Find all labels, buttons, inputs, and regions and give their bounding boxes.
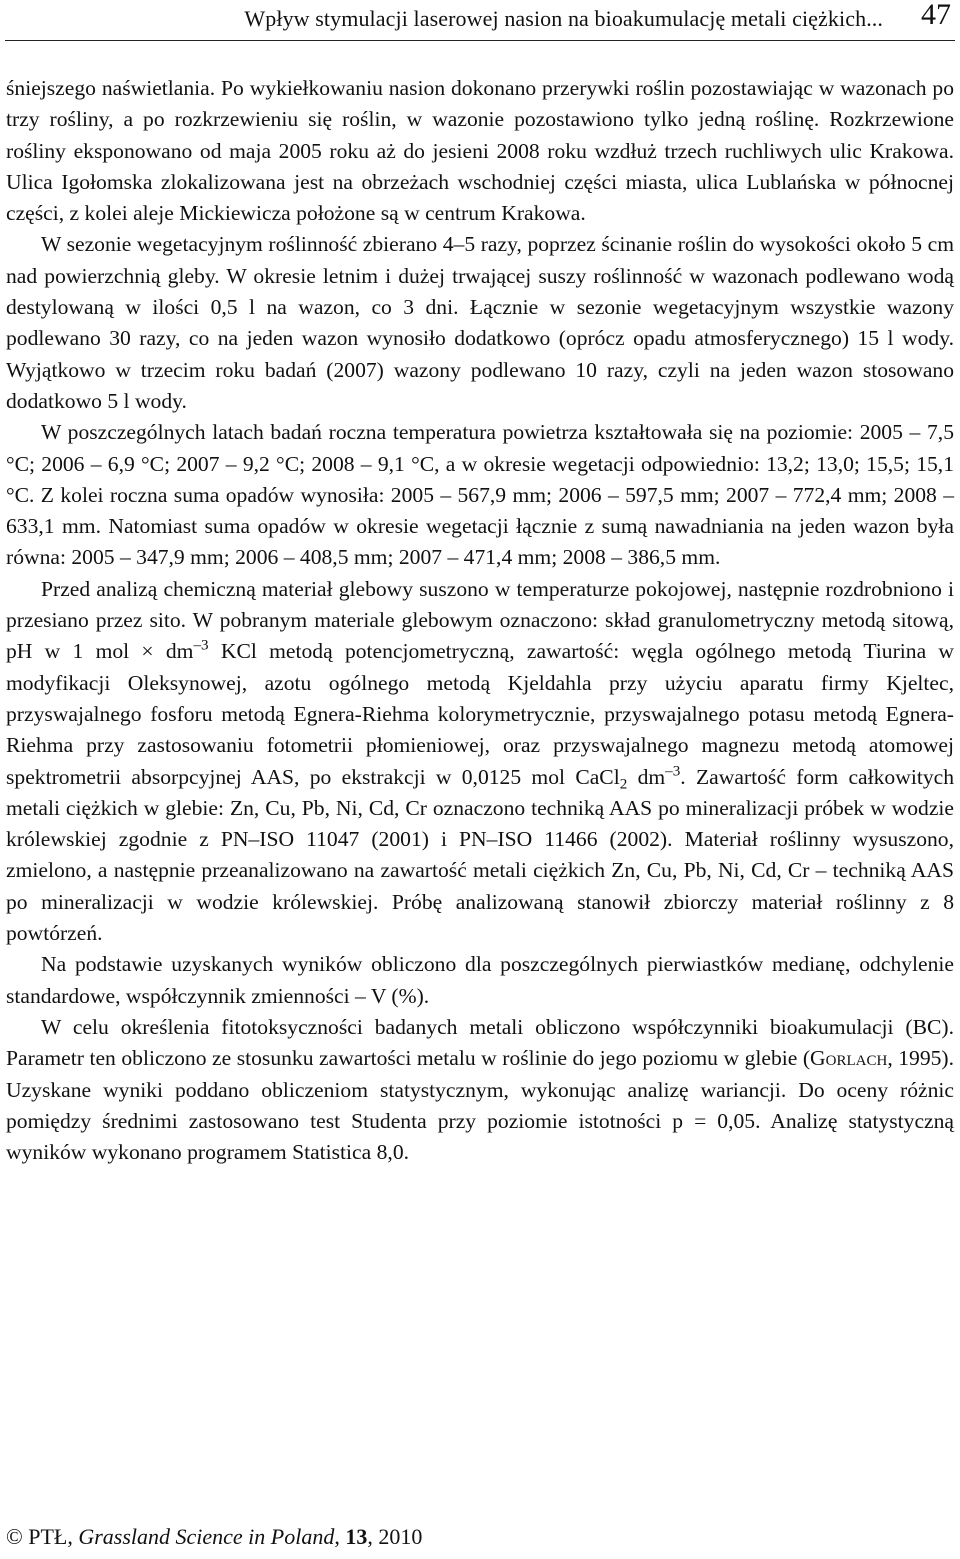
- paragraph-4-part-a: Przed analizą chemiczną materiał glebowy suszono w temperaturze pokojowej, następnie rozdrobniono i przesiano przez sito. W pobranym materiale glebowym oznaczono: skład granulometryczny metodą sitową, pH w 1 mol × dm: [6, 576, 954, 664]
- paragraph-4-part-b: KCl metodą potencjometryczną, zawartość: węgla ogólnego metodą Tiurina w modyfikacji Oleksynowej, azotu ogólnego metodą Kjeldahla przy użyciu aparatu firmy Kjeltec, przyswajalnego fosforu metodą Egnera-Riehma kolorymetrycznie, przyswajalnego potasu metodą Egnera-Riehma przy zastosowaniu fotometrii płomieniowej, oraz przyswajalnego magnezu metodą atomowej spektrometrii absorpcyjnej AAS, po ekstrakcji w 0,0125 mol CaCl: [6, 639, 955, 789]
- paragraph-2: W sezonie wegetacyjnym roślinność zbierano 4–5 razy, poprzez ścinanie roślin do wysokości około 5 cm nad powierzchnią gleby. W okresie letnim i dużej trwającej suszy roślinność w wazonach podlewano wodą destylowaną w ilości 0,5 l na wazon, co 3 dni. Łącznie w sezonie wegetacyjnym wszystkie wazony podlewano 30 razy, co na jeden wazon wynosiło dodatkowo (oprócz opadu atmosferycznego) 15 l wody. Wyjątkowo w trzecim roku badań (2007) wazony podlewano 10 razy, czyli na jeden wazon stosowano dodatkowo 5 l wody.: [6, 232, 954, 413]
- superscript-exponent: –3: [665, 763, 681, 780]
- paragraph-4-part-d: . Zawartość form całkowitych metali ciężkich w glebie: Zn, Cu, Pb, Ni, Cd, Cr oznaczono techniką AAS po mineralizacji próbek w wodzie królewskiej zgodnie z PN–ISO 11047 (2001) i PN–ISO 11466 (2002). Materiał roślinny wysuszono, zmielono, a następnie przeanalizowano na zawartość metali ciężkich Zn, Cu, Pb, Ni, Cd, Cr – techniką AAS po mineralizacji w wodzie królewskiej. Próbę analizowaną stanowił zbiorczy materiał roślinny z 8 powtórzeń.: [6, 764, 954, 946]
- footer-copyright: © PTŁ,: [6, 1524, 79, 1549]
- page-number: 47: [921, 0, 951, 31]
- paragraph-5: Na podstawie uzyskanych wyników obliczono dla poszczególnych pierwiastków medianę, odchylenie standardowe, współczynnik zmienności – V (%).: [6, 952, 954, 1008]
- paragraph-6-part-a: W celu określenia fitotoksyczności badanych metali obliczono współczynniki bioakumulacji (BC). Parametr ten obliczono ze stosunku zawartości metalu w roślinie do jego poziomu w glebie (: [6, 1014, 954, 1071]
- paragraph-3: W poszczególnych latach badań roczna temperatura powietrza kształtowała się na poziomie: 2005 – 7,5 °C; 2006 – 6,9 °C; 2007 – 9,2 °C; 2008 – 9,1 °C, a w okresie wegetacji odpowiednio: 13,2; 13,0; 15,5; 15,1 °C. Z kolei roczna suma opadów wynosiła: 2005 – 567,9 mm; 2006 – 597,5 mm; 2007 – 772,4 mm; 2008 – 633,1 mm. Natomiast suma opadów w okresie wegetacji łącznie z sumą nawadniania na jeden wazon była równa: 2005 – 347,9 mm; 2006 – 408,5 mm; 2007 – 471,4 mm; 2008 – 386,5 mm.: [6, 420, 954, 570]
- footer-year: , 2010: [367, 1524, 423, 1549]
- footer-journal: Grassland Science in Poland: [78, 1524, 335, 1549]
- subscript-index: 2: [619, 776, 628, 793]
- paragraph-6: [6, 1012, 954, 1168]
- footer-separator: ,: [334, 1524, 346, 1549]
- citation-author: Gorlach: [810, 1046, 888, 1071]
- superscript-exponent: –3: [193, 638, 209, 655]
- paragraph-6-part-b: , 1995). Uzyskane wyniki poddano obliczeniom statystycznym, wykonując analizę wariancji. Do oceny różnic pomiędzy średnimi zastosowano test Studenta przy poziomie istotności p = 0,05. Analizę statystyczną wyników wykonano programem Statistica 8,0.: [6, 1046, 955, 1165]
- paragraph-4: [6, 574, 954, 950]
- running-header-title: Wpływ stymulacji laserowej nasion na bioakumulację metali ciężkich...: [244, 6, 883, 31]
- paragraph-1: śniejszego naświetlania. Po wykiełkowaniu nasion dokonano przerywki roślin pozostawiając w wazonach po trzy rośliny, a po rozkrzewieniu się roślin, w wazonie pozostawiono tylko jedną roślinę. Rozkrzewione rośliny eksponowano od maja 2005 roku aż do jesieni 2008 roku wzdłuż trzech ruchliwych ulic Krakowa. Ulica Igołomska zlokalizowana jest na obrzeżach wschodniej części miasta, ulica Lublańska w północnej części, z kolei aleje Mickiewicza położone są w centrum Krakowa.: [6, 76, 954, 226]
- page-footer: [6, 1524, 422, 1550]
- footer-volume: 13: [345, 1524, 368, 1549]
- body-text: [6, 73, 954, 1168]
- paragraph-4-part-c: dm: [627, 764, 666, 789]
- running-header: [5, 0, 955, 41]
